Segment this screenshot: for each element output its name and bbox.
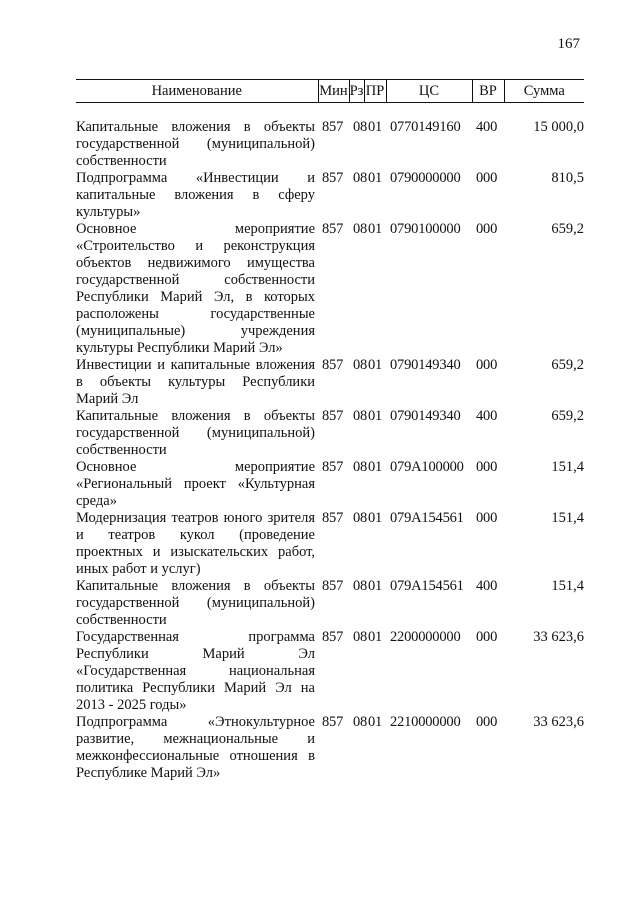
- row-cs: 0790149340: [390, 408, 461, 424]
- row-pr: 01: [368, 221, 383, 237]
- row-name: Подпрограмма «Инвестиции и капитальные вложения в сферу культуры»: [76, 170, 315, 220]
- row-pr: 01: [368, 119, 383, 135]
- header-min: Мин: [318, 80, 349, 103]
- row-vr: 000: [476, 170, 498, 186]
- row-min: 857: [322, 119, 344, 135]
- row-cs: 0790000000: [390, 170, 461, 186]
- page-number: 167: [557, 36, 580, 52]
- row-min: 857: [322, 170, 344, 186]
- spacer-row: [76, 103, 584, 120]
- row-rz: 08: [353, 459, 368, 475]
- row-name: Капитальные вложения в объекты государственной (муниципальной) собственности: [76, 408, 315, 458]
- table-row: [76, 221, 584, 357]
- header-sum: Сумма: [504, 80, 584, 103]
- table-row: [76, 578, 584, 629]
- table-row: [76, 510, 584, 578]
- row-cs: 2200000000: [390, 629, 461, 645]
- row-cs: 079A154561: [390, 510, 464, 526]
- row-rz: 08: [353, 578, 368, 594]
- table-header-row: [76, 80, 584, 103]
- row-pr: 01: [368, 629, 383, 645]
- row-name: Основное мероприятие «Строительство и реконструкция объектов недвижимого имущества государственной собственности Республики Марий Эл, в которых расположены государственные (муниципальные) учреждения культуры Республики Марий Эл»: [76, 221, 315, 356]
- table-row: [76, 714, 584, 782]
- row-min: 857: [322, 357, 344, 373]
- row-rz: 08: [353, 714, 368, 730]
- row-vr: 000: [476, 629, 498, 645]
- row-sum: 659,2: [551, 357, 584, 373]
- header-pr: ПР: [364, 80, 386, 103]
- row-sum: 151,4: [551, 510, 584, 526]
- row-sum: 15 000,0: [533, 119, 584, 135]
- row-cs: 079A100000: [390, 459, 464, 475]
- row-vr: 000: [476, 221, 498, 237]
- row-rz: 08: [353, 510, 368, 526]
- row-pr: 01: [368, 459, 383, 475]
- row-rz: 08: [353, 119, 368, 135]
- row-cs: 0770149160: [390, 119, 461, 135]
- table-row: [76, 119, 584, 170]
- table-row: [76, 170, 584, 221]
- row-min: 857: [322, 221, 344, 237]
- row-sum: 659,2: [551, 221, 584, 237]
- header-name: Наименование: [76, 80, 318, 103]
- row-rz: 08: [353, 408, 368, 424]
- row-pr: 01: [368, 510, 383, 526]
- row-cs: 2210000000: [390, 714, 461, 730]
- row-min: 857: [322, 510, 344, 526]
- row-sum: 33 623,6: [533, 714, 584, 730]
- header-cs: ЦС: [386, 80, 472, 103]
- row-vr: 400: [476, 119, 498, 135]
- row-pr: 01: [368, 357, 383, 373]
- row-vr: 000: [476, 357, 498, 373]
- row-name: Модернизация театров юного зрителя и театров кукол (проведение проектных и изыскательских работ, иных работ и услуг): [76, 510, 315, 577]
- row-cs: 0790100000: [390, 221, 461, 237]
- row-min: 857: [322, 459, 344, 475]
- row-pr: 01: [368, 408, 383, 424]
- row-cs: 079A154561: [390, 578, 464, 594]
- row-pr: 01: [368, 578, 383, 594]
- row-sum: 659,2: [551, 408, 584, 424]
- row-cs: 0790149340: [390, 357, 461, 373]
- row-sum: 810,5: [551, 170, 584, 186]
- row-min: 857: [322, 408, 344, 424]
- row-name: Основное мероприятие «Региональный проект «Культурная среда»: [76, 459, 315, 509]
- row-min: 857: [322, 714, 344, 730]
- row-vr: 400: [476, 408, 498, 424]
- row-name: Капитальные вложения в объекты государственной (муниципальной) собственности: [76, 119, 315, 169]
- row-name: Подпрограмма «Этнокультурное развитие, межнациональные и межконфессиональные отношения в Республике Марий Эл»: [76, 714, 315, 781]
- table-row: [76, 629, 584, 714]
- row-name: Капитальные вложения в объекты государственной (муниципальной) собственности: [76, 578, 315, 628]
- row-rz: 08: [353, 170, 368, 186]
- row-sum: 151,4: [551, 578, 584, 594]
- budget-table: [76, 79, 584, 782]
- row-vr: 000: [476, 714, 498, 730]
- header-rz: Рз: [349, 80, 364, 103]
- row-pr: 01: [368, 170, 383, 186]
- table-row: [76, 459, 584, 510]
- row-vr: 400: [476, 578, 498, 594]
- row-sum: 151,4: [551, 459, 584, 475]
- row-rz: 08: [353, 357, 368, 373]
- row-vr: 000: [476, 459, 498, 475]
- row-min: 857: [322, 629, 344, 645]
- row-pr: 01: [368, 714, 383, 730]
- row-vr: 000: [476, 510, 498, 526]
- row-rz: 08: [353, 221, 368, 237]
- table-row: [76, 408, 584, 459]
- table-row: [76, 357, 584, 408]
- header-vr: ВР: [472, 80, 504, 103]
- row-name: Государственная программа Республики Марий Эл «Государственная национальная политика Республики Марий Эл на 2013 - 2025 годы»: [76, 629, 315, 713]
- row-min: 857: [322, 578, 344, 594]
- row-sum: 33 623,6: [533, 629, 584, 645]
- row-rz: 08: [353, 629, 368, 645]
- row-name: Инвестиции и капитальные вложения в объекты культуры Республики Марий Эл: [76, 357, 315, 407]
